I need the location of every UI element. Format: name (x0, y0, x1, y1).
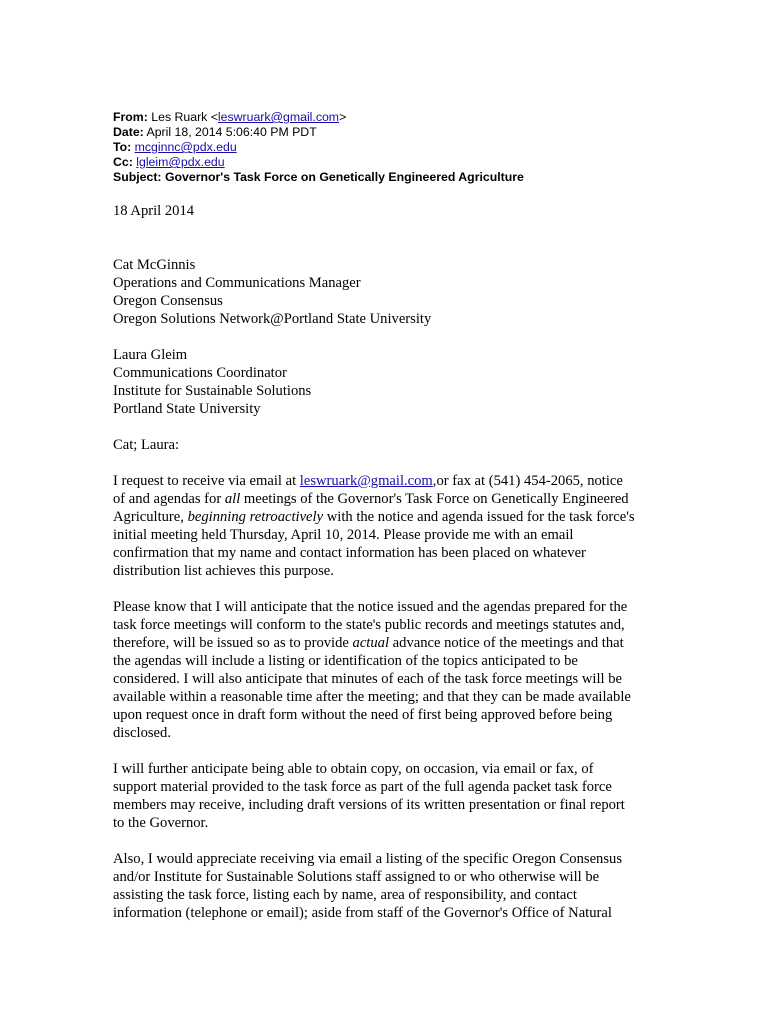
paragraph-line: the agendas will include a listing or identification of the topics anticipated to be (113, 653, 578, 669)
paragraph-line: members may receive, including draft versions of its written presentation or final report (113, 797, 625, 813)
text-span: meetings of the Governor's Task Force on Genetically Engineered (240, 491, 629, 507)
recipient-1-org: Oregon Consensus (113, 293, 223, 309)
to-line (113, 140, 653, 155)
letter-body (113, 202, 653, 940)
recipient-block-2 (113, 346, 653, 418)
text-span: therefore, will be issued so as to provide (113, 635, 353, 651)
from-email-link[interactable]: leswruark@gmail.com (217, 110, 340, 124)
recipient-1-name: Cat McGinnis (113, 257, 196, 273)
paragraph-line: Also, I would appreciate receiving via email a listing of the specific Oregon Consensus (113, 851, 623, 867)
from-name: Les Ruark < (151, 110, 218, 124)
cc-line (113, 155, 653, 170)
paragraph-line: considered. I will also anticipate that minutes of each of the task force meetings will be (113, 671, 622, 687)
date-value: April 18, 2014 5:06:40 PM PDT (146, 125, 317, 139)
paragraph-line (113, 634, 653, 652)
paragraph-line (113, 508, 653, 526)
recipient-1-title: Operations and Communications Manager (113, 275, 361, 291)
subject-line (113, 170, 653, 185)
paragraph-line (113, 490, 653, 508)
emphasis-text: all (224, 491, 241, 507)
paragraph-line: confirmation that my name and contact information has been placed on whatever (113, 545, 586, 561)
to-label: To: (113, 140, 132, 154)
to-email-link[interactable]: mcginnc@pdx.edu (134, 140, 237, 154)
from-line (113, 110, 653, 125)
paragraph-line: disclosed. (113, 725, 171, 741)
date-line (113, 125, 653, 140)
from-close: > (339, 110, 347, 124)
paragraph-line: to the Governor. (113, 815, 209, 831)
from-label: From: (113, 110, 148, 124)
date-label: Date: (113, 125, 144, 139)
paragraph-line: distribution list achieves this purpose. (113, 563, 334, 579)
paragraph-line: initial meeting held Thursday, April 10, 2014. Please provide me with an email (113, 527, 574, 543)
paragraph-line: Please know that I will anticipate that the notice issued and the agendas prepared for the (113, 599, 628, 615)
text-span: with the notice and agenda issued for the task force's (323, 509, 635, 525)
cc-label: Cc: (113, 155, 133, 169)
paragraph-line: assisting the task force, listing each by name, area of responsibility, and contact (113, 887, 577, 903)
paragraph-line: support material provided to the task force as part of the full agenda packet task force (113, 779, 612, 795)
text-span: ,or fax at (541) 454-2065, notice (432, 473, 623, 489)
text-span: Agriculture, (113, 509, 188, 525)
paragraph-support-material (113, 760, 653, 832)
body-email-link[interactable]: leswruark@gmail.com (299, 473, 433, 489)
subject-label: Subject: (113, 170, 162, 184)
text-span: advance notice of the meetings and that (389, 635, 624, 651)
text-span: of and agendas for (113, 491, 225, 507)
paragraph-line: information (telephone or email); aside from staff of the Governor's Office of Natural (113, 905, 612, 921)
paragraph-line: task force meetings will conform to the state's public records and meetings statutes and, (113, 617, 625, 633)
recipient-2-name: Laura Gleim (113, 347, 188, 363)
cc-email-link[interactable]: lgleim@pdx.edu (136, 155, 225, 169)
text-span: I request to receive via email at (113, 473, 300, 489)
emphasis-text: beginning retroactively (187, 509, 324, 525)
recipient-1-network: Oregon Solutions Network@Portland State University (113, 311, 432, 327)
email-header (113, 110, 653, 185)
recipient-2-title: Communications Coordinator (113, 365, 287, 381)
paragraph-line: and/or Institute for Sustainable Solutions staff assigned to or who otherwise will be (113, 869, 600, 885)
paragraph-line: upon request once in draft form without the need of first being approved before being (113, 707, 613, 723)
recipient-2-university: Portland State University (113, 401, 261, 417)
paragraph-line: I will further anticipate being able to obtain copy, on occasion, via email or fax, of (113, 761, 594, 777)
recipient-2-org: Institute for Sustainable Solutions (113, 383, 312, 399)
paragraph-line: available within a reasonable time after the meeting; and that they can be made available (113, 689, 631, 705)
subject-value: Governor's Task Force on Genetically Engineered Agriculture (164, 170, 524, 184)
paragraph-expectations (113, 598, 653, 742)
recipient-block-1 (113, 256, 653, 328)
paragraph-line (113, 472, 653, 490)
emphasis-text: actual (352, 635, 390, 651)
paragraph-request (113, 472, 653, 580)
letter-date: 18 April 2014 (113, 203, 195, 219)
salutation: Cat; Laura: (113, 437, 180, 453)
paragraph-staff-listing (113, 850, 653, 922)
